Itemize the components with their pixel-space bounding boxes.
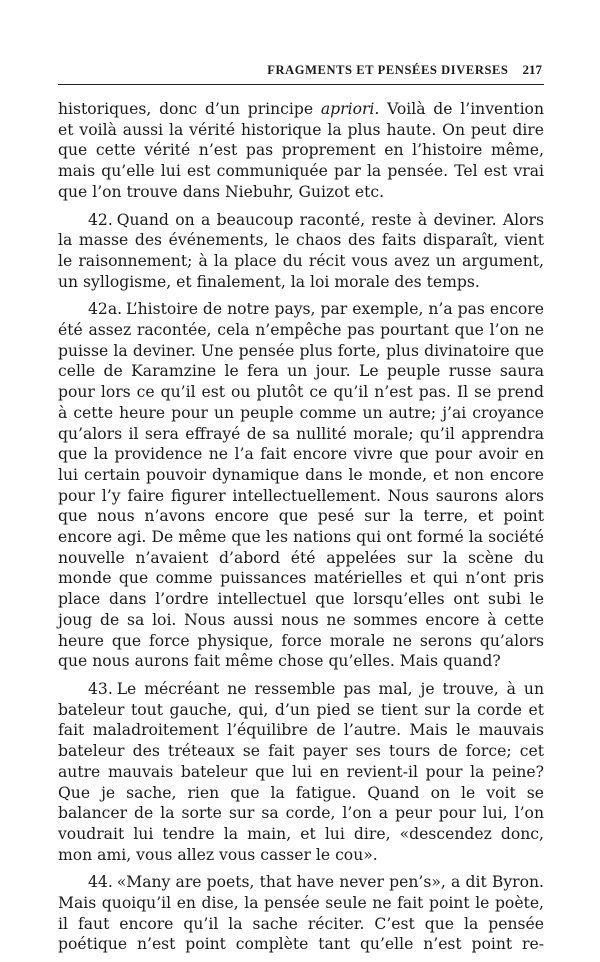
body-text: [58, 99, 544, 955]
paragraph-42: [58, 210, 544, 293]
fragment-number: 42a.: [88, 300, 123, 319]
emphasis-apriori: apriori.: [320, 100, 380, 118]
paragraph-text-lead: historiques, donc d’un principe: [58, 100, 321, 118]
paragraph-44: [58, 872, 544, 955]
paragraph-42a: [58, 299, 544, 672]
paragraph-text: Quand on a beaucoup raconté, reste à deviner. Alors la masse des événements, le chaos des faits disparaît, vient le raisonnement; à la place du récit vous avez un argument, un syllogisme, et finalement, la loi morale des temps.: [58, 210, 544, 291]
running-head: [58, 62, 544, 85]
paragraph-text: L’histoire de notre pays, par exemple, n’a pas encore été assez racontée, cela n’empêche pas pourtant que l’on ne puisse la deviner. Une pensée plus forte, plus divinatoire que celle de Karamzine le fera un jour. Le peuple russe saura pour lors ce qu’il est ou plutôt ce qu’il n’est pas. Il se prend à cette heure pour un peuple comme un autre; j’ai croyance qu’alors il sera effrayé de sa nullité morale; qu’il apprendra que la providence ne l’a fait encore vivre que pour avoir en lui certain pouvoir dynamique dans le monde, et non encore pour l’y faire figurer intellectuellement. Nous saurons alors que nous n’avons encore que pesé sur la terre, et point encore agi. De même que les nations qui ont formé la société nouvelle n’avaient d’abord été appelées sur la scène du monde que comme puissances matérielles et qui n’ont pris place dans l’ordre intellectuel que lorsqu’elles ont subi le joug de sa loi. Nous aussi nous ne sommes encore à cette heure que force physique, force morale ne serons qu’alors que nous aurons fait même chose qu’elles. Mais quand?: [58, 300, 544, 671]
fragment-number: 44.: [88, 873, 113, 892]
page-number: 217: [522, 62, 542, 77]
paragraph-continuation: [58, 99, 544, 203]
paragraph-text: «Many are poets, that have never pen’s», a dit Byron. Mais quoiqu’il en dise, la pensée seule ne fait point le poète, il faut encore qu’il la sache réciter. C’est que la pensée poétique n’est point complète tant qu’elle n’est point re-: [58, 873, 544, 954]
fragment-number: 42.: [88, 210, 113, 229]
book-page: [58, 62, 544, 962]
running-title: FRAGMENTS ET PENSÉES DIVERSES: [267, 63, 509, 77]
paragraph-43: [58, 679, 544, 865]
paragraph-text: Voilà de l’invention et voilà aussi la vérité historique la plus haute. On peut dire que cette vérité n’est pas proprement en l’histoire même, mais qu’elle lui est communiquée par la pensée. Tel est vrai que l’on trouve dans Niebuhr, Guizot etc.: [58, 100, 544, 201]
paragraph-text: Le mécréant ne ressemble pas mal, je trouve, à un bateleur tout gauche, qui, d’un pied se tient sur la corde et fait maladroitement l’équilibre de l’autre. Mais le mauvais bateleur des tréteaux se fait payer ses tours de force; cet autre mauvais bateleur que lui en revient-il pour la peine? Que je sache, rien que la fatigue. Quand on le voit se balancer de la sorte sur sa corde, l’on a peur pour lui, l’on voudrait lui tendre la main, et lui dire, «descendez donc, mon ami, vous allez vous casser le cou».: [58, 679, 544, 864]
fragment-number: 43.: [88, 679, 113, 698]
